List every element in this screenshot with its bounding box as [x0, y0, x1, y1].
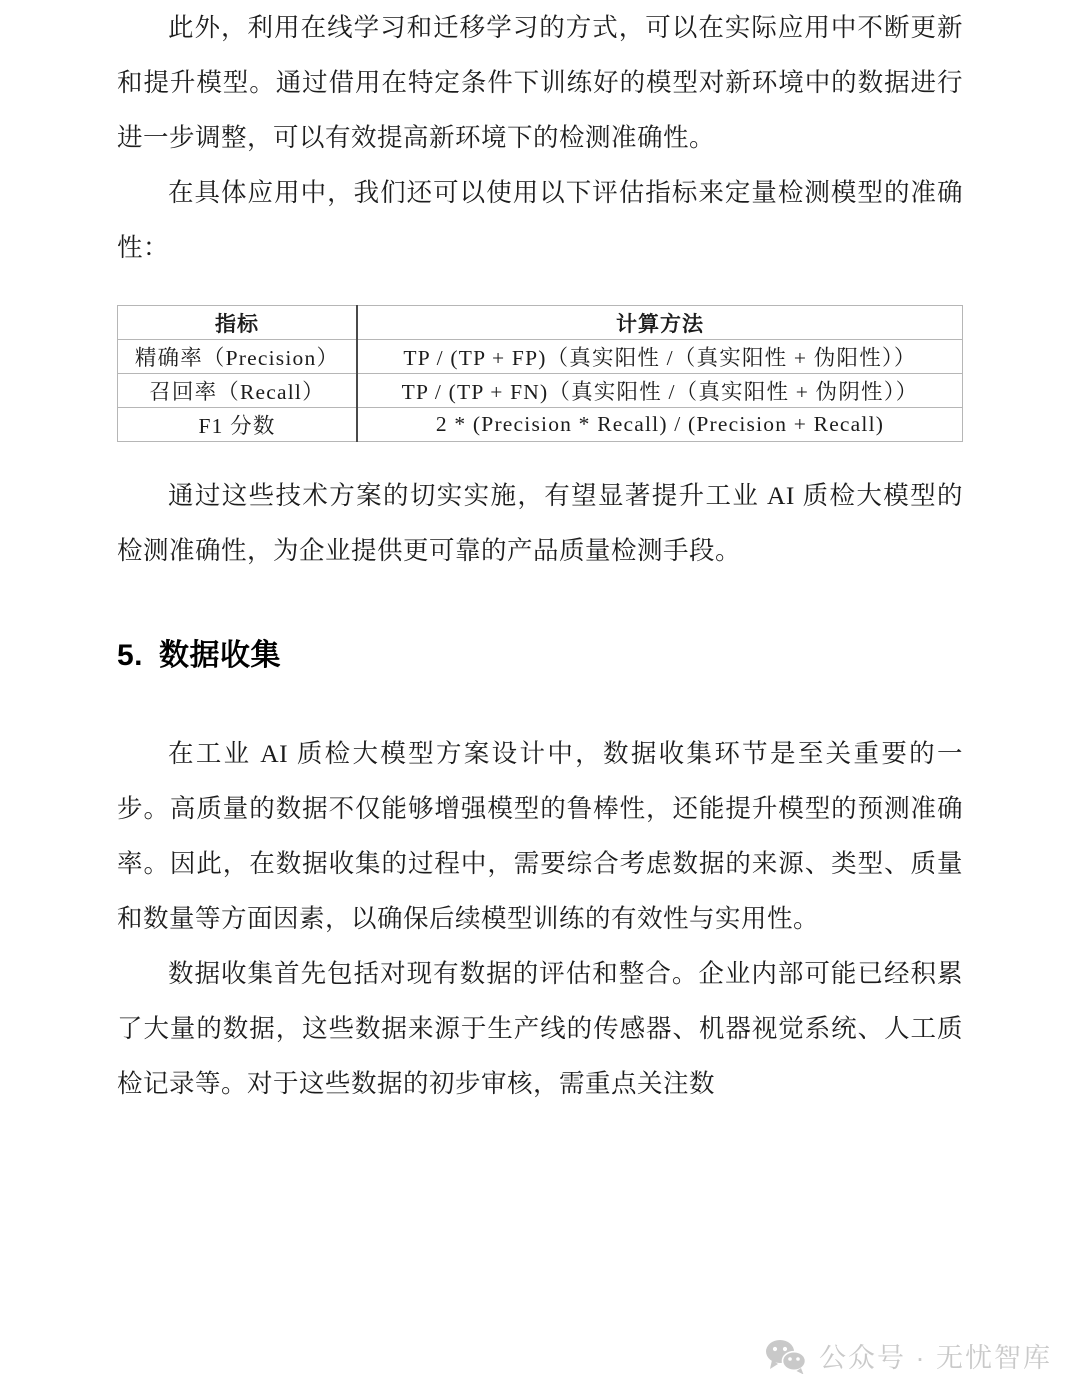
heading-top-spacer [117, 578, 963, 636]
paragraph-existing-data-assessment: 数据收集首先包括对现有数据的评估和整合。企业内部可能已经积累了大量的数据，这些数据来源于生产线的传感器、机器视觉系统、人工质检记录等。对于这些数据的初步审核，需重点关注数 [117, 959, 963, 1098]
table-top-spacer [117, 275, 963, 305]
table-row [118, 340, 963, 374]
section-number: 5. [117, 639, 144, 672]
evaluation-metrics-table [117, 305, 963, 442]
paragraph-evaluation-intro: 在具体应用中，我们还可以使用以下评估指标来定量检测模型的准确性： [117, 178, 963, 262]
table-row [118, 408, 963, 442]
page-content [117, 0, 963, 1111]
table-body [118, 340, 963, 442]
paragraph-data-collection-importance: 在工业 AI 质检大模型方案设计中，数据收集环节是至关重要的一步。高质量的数据不仅能够增强模型的鲁棒性，还能提升模型的预测准确率。因此，在数据收集的过程中，需要综合考虑数据的来源、类型、质量和数量等方面因素，以确保后续模型训练的有效性与实用性。 [117, 739, 963, 933]
column-header-metric: 指标 [118, 306, 358, 340]
section-title: 数据收集 [159, 639, 282, 672]
paragraph-conclusion: 通过这些技术方案的切实实施，有望显著提升工业 AI 质检大模型的检测准确性，为企业提供更可靠的产品质量检测手段。 [117, 481, 963, 565]
paragraph-block-4 [117, 726, 963, 946]
cell-metric-precision: 精确率（Precision） [118, 340, 358, 374]
cell-formula-f1: 2 * (Precision * Recall) / (Precision + Recall) [357, 408, 963, 442]
watermark-text: 公众号 · 无忧智库 [819, 1343, 1052, 1373]
wechat-icon [765, 1338, 807, 1374]
table-header [118, 306, 963, 340]
cell-formula-precision: TP / (TP + FP)（真实阳性 /（真实阳性 + 伪阳性）） [357, 340, 963, 374]
cell-metric-recall: 召回率（Recall） [118, 374, 358, 408]
footer-watermark [765, 1336, 1052, 1375]
table-bottom-spacer [117, 442, 963, 468]
heading-bottom-spacer [117, 676, 963, 726]
paragraph-block-5 [117, 946, 963, 1111]
paragraph-block-1 [117, 0, 963, 165]
cell-formula-recall: TP / (TP + FN)（真实阳性 /（真实阳性 + 伪阴性）） [357, 374, 963, 408]
table-row [118, 374, 963, 408]
table-header-row [118, 306, 963, 340]
cell-metric-f1: F1 分数 [118, 408, 358, 442]
paragraph-block-3 [117, 468, 963, 578]
paragraph-online-transfer-learning: 此外，利用在线学习和迁移学习的方式，可以在实际应用中不断更新和提升模型。通过借用在特定条件下训练好的模型对新环境中的数据进行进一步调整，可以有效提高新环境下的检测准确性。 [117, 13, 963, 152]
column-header-formula: 计算方法 [357, 306, 963, 340]
section-heading-data-collection [117, 636, 963, 676]
paragraph-block-2 [117, 165, 963, 275]
